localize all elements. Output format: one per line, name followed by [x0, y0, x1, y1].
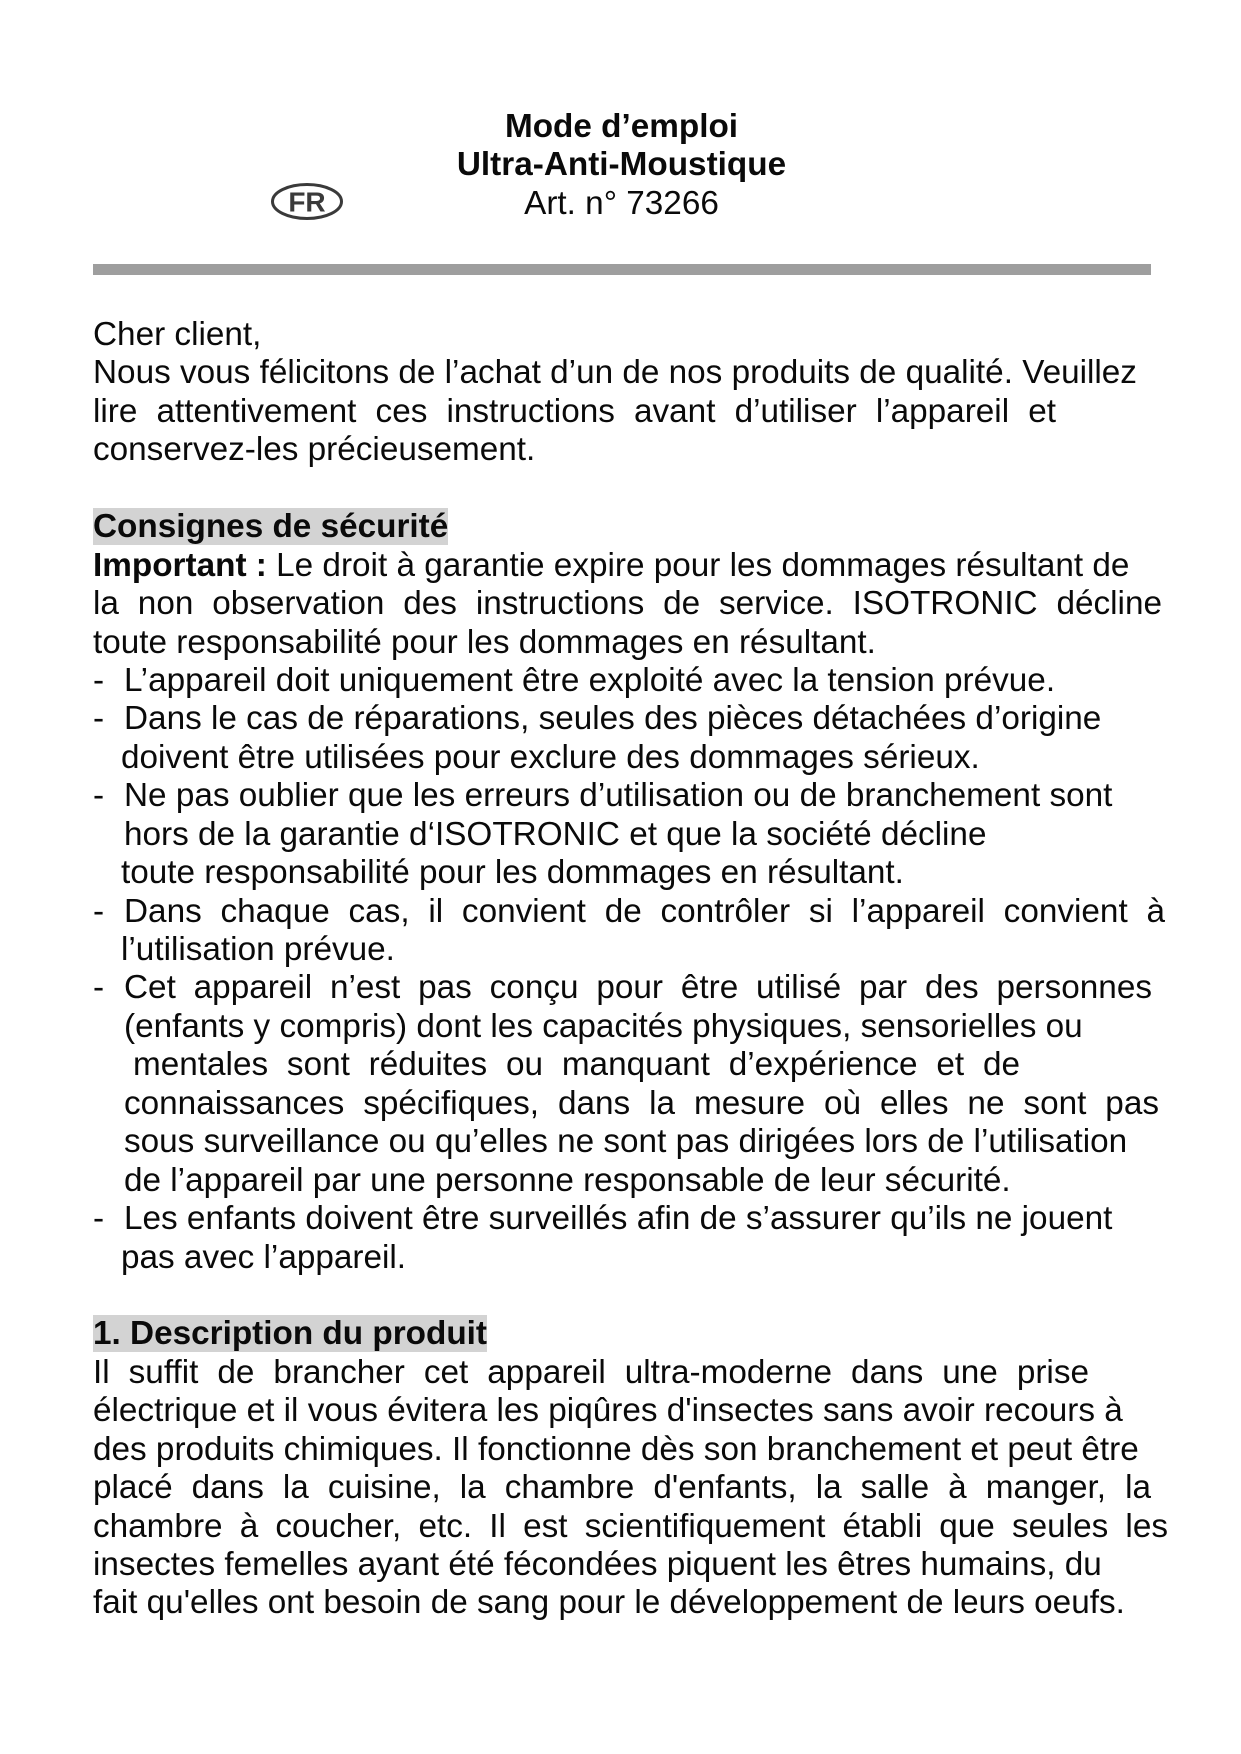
description-line [93, 1508, 1213, 1546]
bullet-text: hors de la garantie d‘ISOTRONIC et que la société décline [124, 815, 987, 853]
document-header [0, 108, 1241, 223]
important-line [93, 547, 1213, 585]
important-label: Important : [93, 546, 267, 584]
important-text: la non observation des instructions de service. ISOTRONIC décline [93, 585, 1162, 623]
bullet-text: Cet appareil n’est pas conçu pour être utilisé par des personnes [124, 969, 1152, 1007]
bullet-text: L’appareil doit uniquement être exploité avec la tension prévue. [124, 661, 1056, 699]
important-text: Le droit à garantie expire pour les dommages résultant de [276, 546, 1130, 584]
description-text: Il suffit de brancher cet appareil ultra-moderne dans une prise [93, 1353, 1089, 1391]
description-line [93, 1431, 1213, 1469]
intro-text: Cher client, [93, 316, 262, 353]
bullet-line [93, 700, 1213, 738]
description-text: placé dans la cuisine, la chambre d'enfants, la salle à manger, la [93, 1469, 1151, 1507]
bullet-continuation [93, 1123, 1213, 1161]
paragraph-spacer [93, 470, 1213, 508]
description-heading: 1. Description du produit [93, 1315, 488, 1353]
intro-line [93, 393, 1213, 431]
bullet-text: (enfants y compris) dont les capacités physiques, sensorielles ou [124, 1007, 1083, 1045]
bullet-continuation [93, 1008, 1213, 1046]
description-line [93, 1354, 1213, 1392]
bullet-line [93, 777, 1213, 815]
bullet-text: de l’appareil par une personne responsable de leur sécurité. [124, 1161, 1011, 1199]
bullet-dash: - [93, 661, 105, 699]
bullet-text: Les enfants doivent être surveillés afin de s’assurer qu’ils ne jouent [124, 1200, 1113, 1238]
description-text: électrique et il vous évitera les piqûres d'insectes sans avoir recours à [93, 1392, 1123, 1430]
bullet-continuation [93, 854, 1213, 892]
intro-text: Nous vous félicitons de l’achat d’un de nos produits de qualité. Veuillez [93, 354, 1137, 392]
bullet-line [93, 969, 1213, 1007]
bullet-dash: - [93, 777, 105, 815]
header-divider [93, 264, 1151, 275]
bullet-dash: - [93, 700, 105, 738]
paragraph-spacer [93, 1277, 1213, 1315]
description-text: fait qu'elles ont besoin de sang pour le développement de leurs oeufs. [93, 1584, 1125, 1622]
bullet-continuation [93, 1239, 1213, 1277]
description-line [93, 1392, 1213, 1430]
bullet-text: Dans le cas de réparations, seules des pièces détachées d’origine [124, 700, 1102, 738]
bullet-continuation [93, 1085, 1213, 1123]
bullet-text: Ne pas oublier que les erreurs d’utilisation ou de branchement sont [124, 777, 1113, 815]
bullet-continuation [93, 931, 1213, 969]
bullet-line [93, 662, 1213, 700]
bullet-continuation [93, 816, 1213, 854]
bullet-continuation [93, 739, 1213, 777]
description-text: insectes femelles ayant été fécondées piquent les êtres humains, du [93, 1546, 1102, 1583]
bullet-dash: - [93, 969, 105, 1007]
bullet-text: sous surveillance ou qu’elles ne sont pas dirigées lors de l’utilisation [124, 1123, 1128, 1161]
bullet-text: toute responsabilité pour les dommages en résultant. [121, 854, 904, 892]
bullet-text: l’utilisation prévue. [121, 931, 395, 968]
important-line [93, 624, 1213, 662]
description-text: chambre à coucher, etc. Il est scientifiquement établi que seules les [93, 1507, 1168, 1545]
document-body [93, 316, 1213, 1623]
intro-text: lire attentivement ces instructions avant d’utiliser l’appareil et [93, 392, 1056, 430]
article-number: Art. n° 73266 [524, 184, 719, 222]
important-line [93, 585, 1213, 623]
bullet-dash: - [93, 892, 105, 930]
page-title: Mode d’emploi [504, 108, 739, 145]
product-name: Ultra-Anti-Moustique [456, 146, 787, 184]
intro-line [93, 354, 1213, 392]
description-line [93, 1584, 1213, 1622]
fr-badge-label: FR [288, 186, 326, 218]
section-heading-line [93, 1315, 1213, 1353]
bullet-text: Dans chaque cas, il convient de contrôler si l’appareil convient à [124, 892, 1165, 930]
bullet-line [93, 1200, 1213, 1238]
bullet-continuation [93, 1046, 1213, 1084]
intro-line [93, 316, 1213, 354]
description-line [93, 1546, 1213, 1584]
section-heading-line [93, 508, 1213, 546]
safety-heading: Consignes de sécurité [93, 508, 449, 546]
fr-language-badge-icon [270, 182, 344, 221]
bullet-continuation [93, 1162, 1213, 1200]
bullet-text: doivent être utilisées pour exclure des dommages sérieux. [121, 738, 980, 776]
bullet-text: connaissances spécifiques, dans la mesure où elles ne sont pas [124, 1084, 1159, 1122]
intro-line [93, 431, 1213, 469]
important-text: toute responsabilité pour les dommages en résultant. [93, 623, 876, 661]
description-line [93, 1469, 1213, 1507]
bullet-dash: - [93, 1200, 105, 1238]
bullet-line [93, 893, 1213, 931]
description-text: des produits chimiques. Il fonctionne dès son branchement et peut être [93, 1430, 1139, 1468]
bullet-text: mentales sont réduites ou manquant d’expérience et de [133, 1046, 1020, 1084]
intro-text: conservez-les précieusement. [93, 431, 536, 469]
bullet-text: pas avec l’appareil. [121, 1238, 407, 1276]
